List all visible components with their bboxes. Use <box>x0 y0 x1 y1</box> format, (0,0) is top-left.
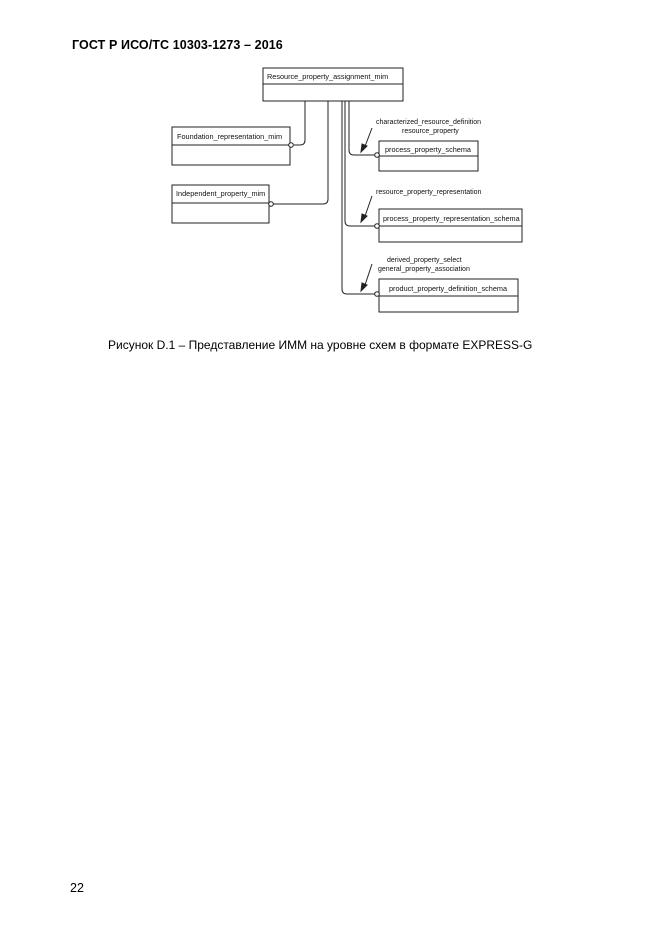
entity-process-property-schema <box>379 141 478 171</box>
entity-process-property-representation-schema <box>379 209 522 242</box>
document-header: ГОСТ Р ИСО/ТС 10303-1273 – 2016 <box>72 38 283 52</box>
entity-product-property-definition-schema <box>379 279 518 312</box>
note-arrows <box>361 128 372 291</box>
entity-label: process_property_representation_schema <box>383 214 520 223</box>
circle-foundation <box>289 143 294 148</box>
circle-process-schema <box>375 153 380 158</box>
note-3-line-1: derived_property_select <box>387 257 462 264</box>
entity-independent-property-mim <box>172 185 269 223</box>
figure-caption: Рисунок D.1 – Представление ИММ на уровне схем в формате EXPRESS-G <box>108 338 533 352</box>
circle-process-repr-schema <box>375 224 380 229</box>
circle-product-def-schema <box>375 292 380 297</box>
arrowhead-1 <box>361 144 367 152</box>
arrowhead-3 <box>361 283 367 291</box>
entity-label: Foundation_representation_mim <box>177 132 283 141</box>
entity-label: Independent_property_mim <box>176 189 266 198</box>
entity-resource-property-assignment-mim <box>263 68 403 101</box>
note-1-line-1: characterized_resource_definition <box>376 119 482 126</box>
note-1-line-2: resource_property <box>402 128 459 135</box>
note-3-line-2: general_property_association <box>378 266 470 273</box>
connector-foundation <box>294 101 305 145</box>
note-2-line-1: resource_property_representation <box>376 189 482 196</box>
entity-label: process_property_schema <box>385 145 471 154</box>
entity-label: Resource_property_assignment_mim <box>267 72 389 81</box>
circle-independent <box>269 202 274 207</box>
arrowhead-2 <box>361 214 367 222</box>
connector-product-def-schema <box>342 101 375 294</box>
entity-label: product_property_definition_schema <box>389 284 508 293</box>
entity-foundation-representation-mim <box>172 127 290 165</box>
page-number: 22 <box>70 881 84 895</box>
